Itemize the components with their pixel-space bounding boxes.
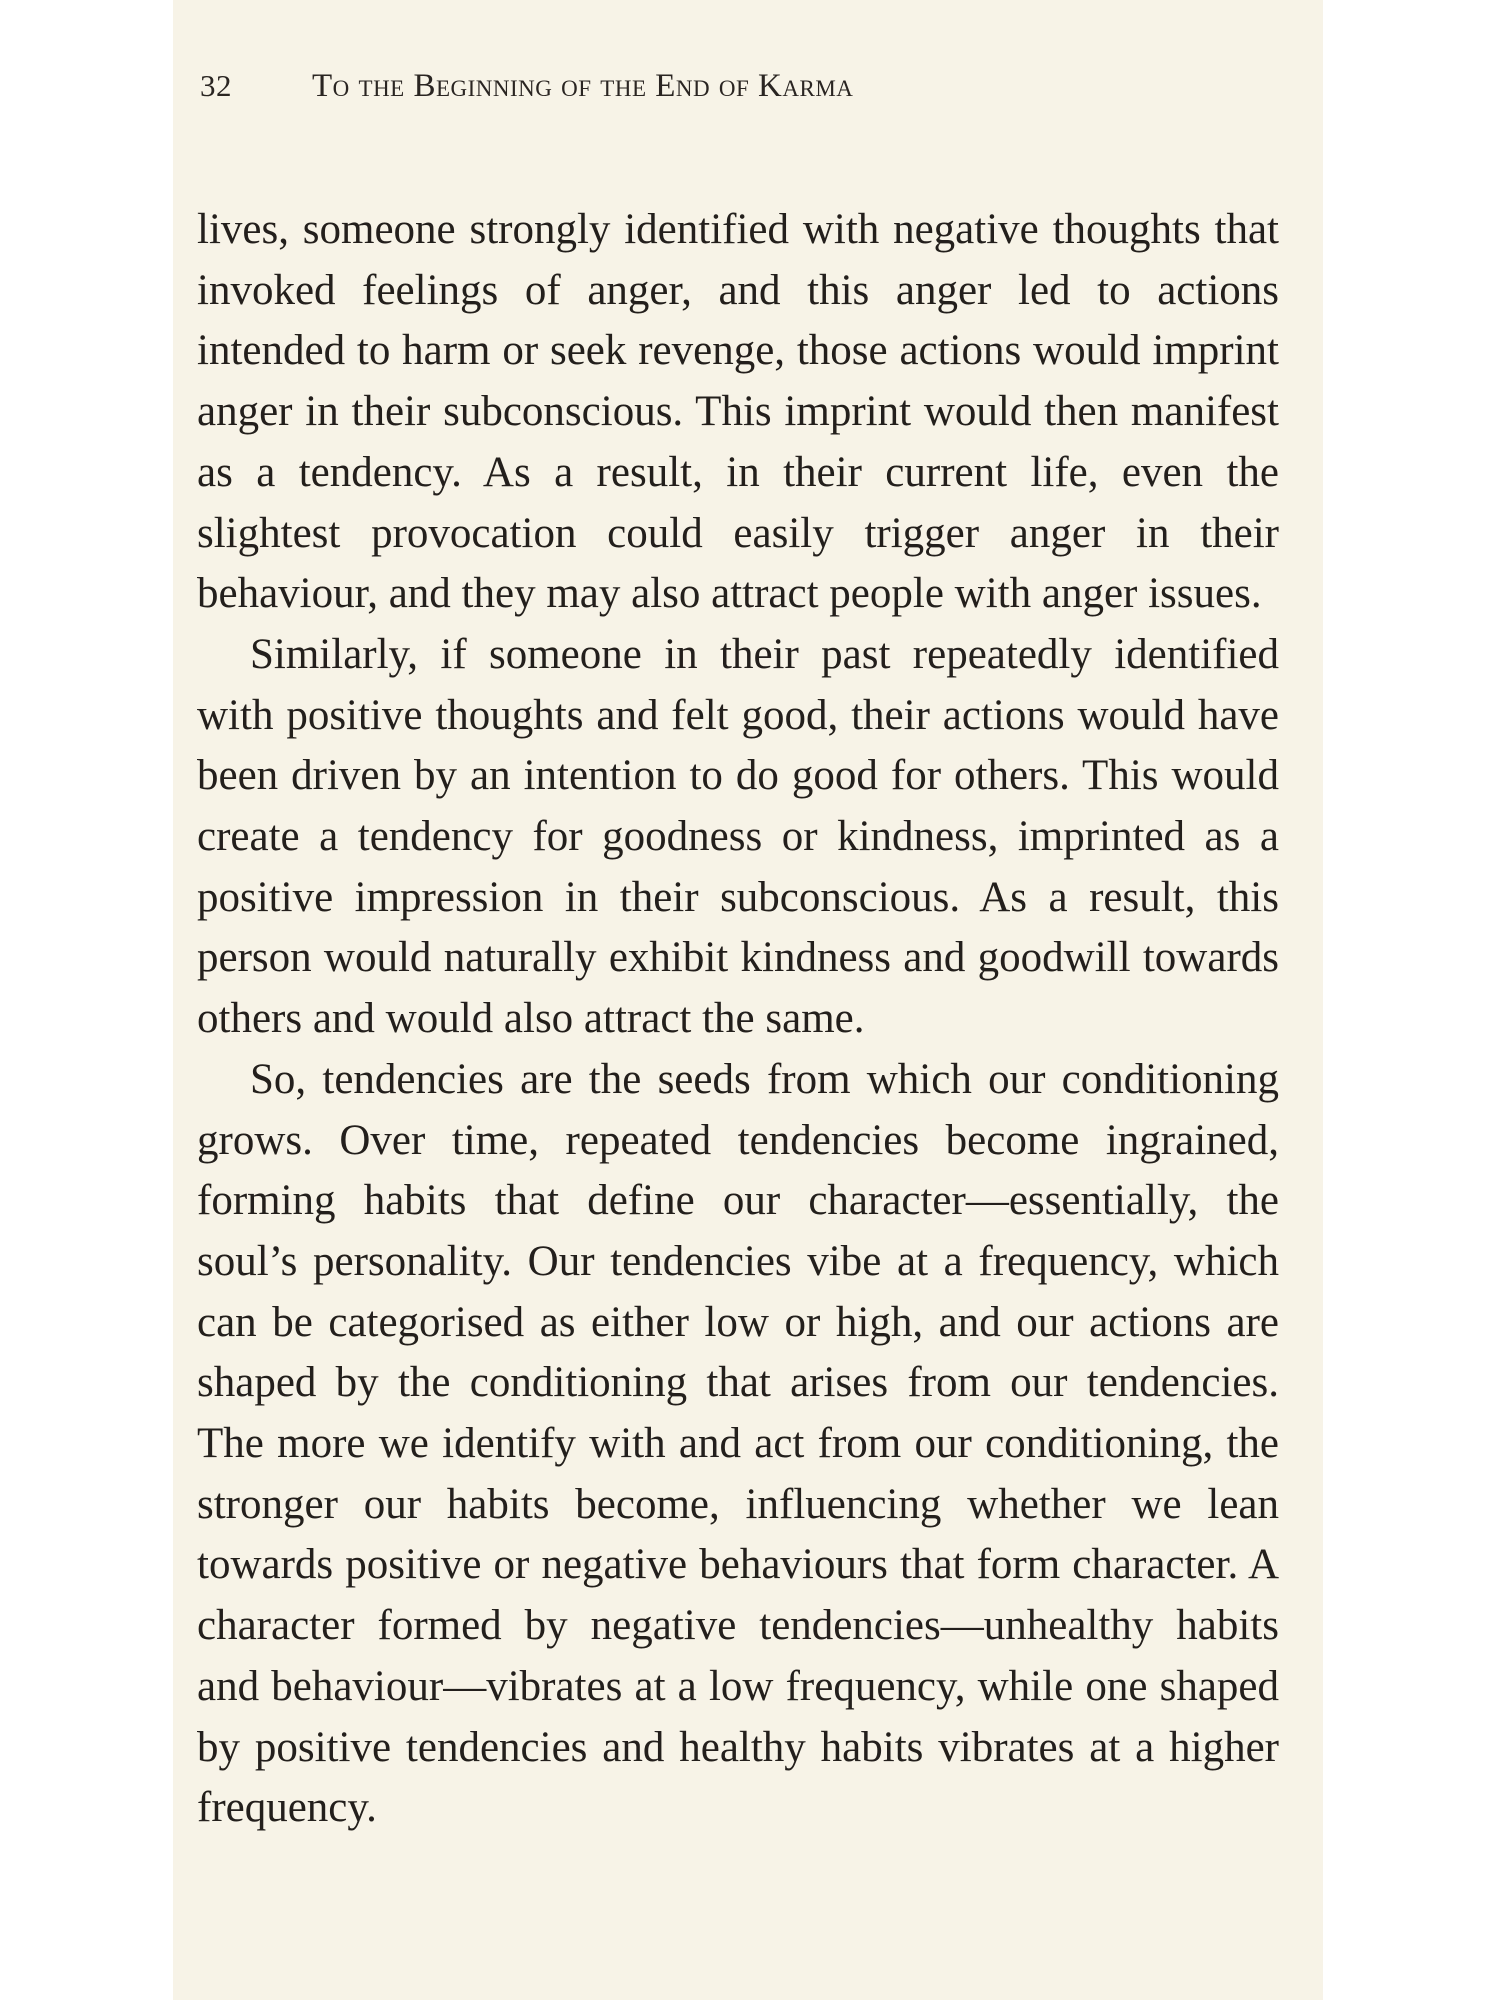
paragraph-2: Similarly, if someone in their past repeatedly identified with positive thoughts and felt good, their actions would have been driven by an intention to do good for others. This would create a tendency for goodness or kindness, imprinted as a positive impression in their subconscious. As a result, this person would naturally exhibit kindness and goodwill towards others and would also attract the same. [197, 630, 1279, 1043]
paragraph-1: lives, someone strongly identified with negative thoughts that invoked feelings of anger, and this anger led to actions intended to harm or seek revenge, those actions would imprint anger in their subconscious. This imprint would then manifest as a tendency. As a result, in their current life, even the slightest provocation could easily trigger anger in their behaviour, and they may also attract people with anger issues. [197, 206, 1279, 618]
page-number: 32 [200, 68, 232, 103]
running-title: To the Beginning of the End of Karma [312, 68, 854, 104]
running-head [200, 68, 1300, 118]
body-text [197, 200, 1279, 1839]
paragraph-3: So, tendencies are the seeds from which our conditioning grows. Over time, repeated tendencies become ingrained, forming habits that define our character—essentially, the soul’s personality. Our tendencies vibe at a frequency, which can be categorised as either low or high, and our actions are shaped by the conditioning that arises from our tendencies. The more we identify with and act from our conditioning, the stronger our habits become, influencing whether we lean towards positive or negative behaviours that form character. A character formed by negative tendencies—unhealthy habits and behaviour—vibrates at a low frequency, while one shaped by positive tendencies and healthy habits vibrates at a higher frequency. [197, 1055, 1279, 1832]
